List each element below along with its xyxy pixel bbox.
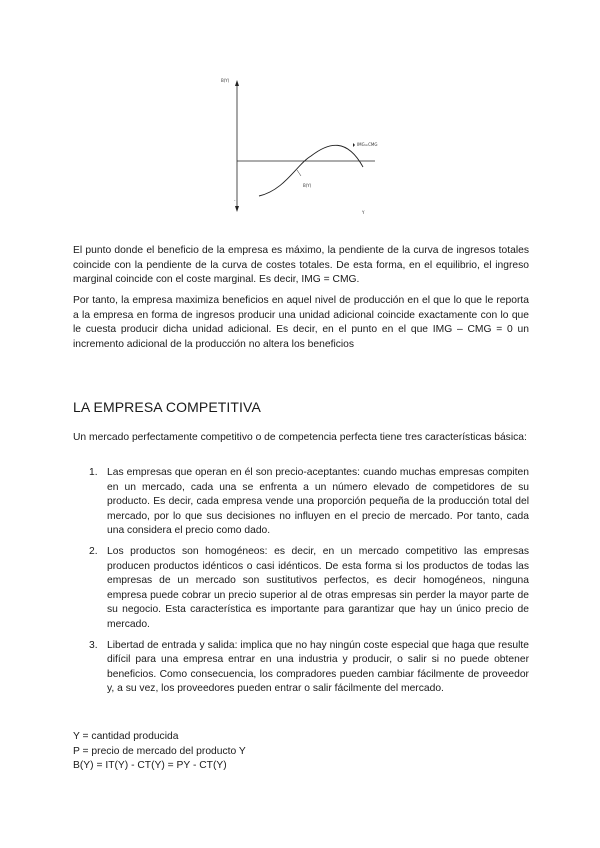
list-item-number: 1.	[89, 467, 98, 478]
list-item	[73, 545, 529, 633]
list-item-text: Libertad de entrada y salida: implica que no hay ningún coste especial que haga que resulte difícil para una empresa entrar en una industria y producir, o salir si no puede obtener beneficios. Como consecuencia, los compradores pueden cambiar fácilmente de proveedor y, a su vez, los proveedores pueden entrar o salir fácilmente del mercado.	[107, 639, 529, 695]
paragraph-maximization: Por tanto, la empresa maximiza beneficios en aquel nivel de producción en el que lo que le reporta a la empresa en forma de ingresos producir una unidad adicional coincide exactamente con lo que le cuesta producir dicha unidad adicional. Es decir, en el punto en el que IMG – CMG = 0 un incremento adicional de la producción no altera los beneficios	[73, 295, 529, 350]
y-axis-label: B(Y)	[221, 78, 230, 83]
curve-label-lower: B(Y)	[303, 183, 312, 188]
profit-curve	[259, 145, 363, 196]
paragraph-equilibrium: El punto donde el beneficio de la empresa es máximo, la pendiente de la curva de ingresos totales coincide con la pendiente de la curva de costes totales. De esta forma, en el equilibrio, el ingreso marginal coincide con el coste marginal. Es decir, IMG = CMG.	[73, 245, 529, 286]
formula-line: Y = cantidad producida	[73, 731, 179, 742]
formula-line: B(Y) = IT(Y) - CT(Y) = PY - CT(Y)	[73, 760, 227, 772]
profit-curve-svg	[221, 72, 395, 222]
list-item-number: 2.	[89, 545, 98, 557]
x-axis-label: Y	[362, 210, 365, 215]
formula-block	[73, 730, 246, 774]
label-leader-lower	[297, 170, 301, 176]
list-item-text: Las empresas que operan en él son precio-aceptantes: cuando muchas empresas compiten en un mercado, cada una se enfrenta a un número elevado de competidores de su producto. Es decir, cada empresa vende una proporción pequeña de la producción total del mercado, por lo que sus decisiones no influyen en el precio de mercado. Por tanto, cada una considera el precio como dado.	[107, 467, 529, 537]
list-item	[73, 639, 529, 697]
y-axis-arrow	[235, 80, 239, 86]
y-axis-bottom-arrow	[235, 206, 239, 212]
intro-paragraph: Un mercado perfectamente competitivo o de competencia perfecta tiene tres características básica:	[73, 432, 527, 443]
formula-line: P = precio de mercado del producto Y	[73, 745, 246, 757]
upper-label-marker	[353, 143, 355, 147]
list-item-number: 3.	[89, 639, 98, 651]
characteristics-list	[73, 466, 529, 697]
curve-label-upper: IMG=CMG	[357, 142, 378, 147]
profit-curve-figure	[221, 72, 395, 222]
list-item	[73, 466, 529, 539]
list-item-text: Los productos son homogéneos: es decir, en un mercado competitivo las empresas producen productos idénticos o casi idénticos. De esta forma si los productos de todas las empresas de un mercado son sustitutivos perfectos, es decir homogéneos, ninguna empresa puede cobrar un precio superior al de otras empresas sin perder la mayor parte de su negocio. Esta característica es importante para garantizar que hay un único precio de mercado.	[107, 545, 529, 630]
section-heading: LA EMPRESA COMPETITIVA	[73, 399, 261, 415]
minus-label: -	[234, 198, 236, 203]
